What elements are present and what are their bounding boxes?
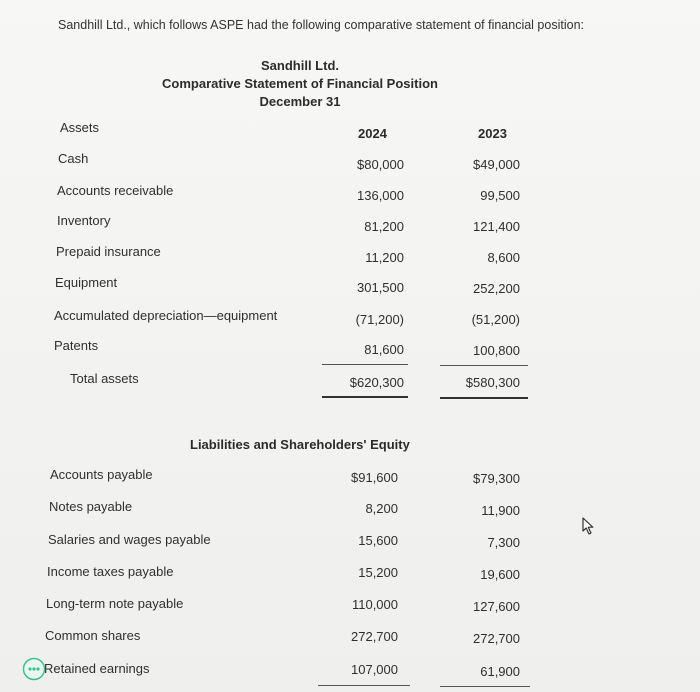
asset-row-label: Equipment xyxy=(55,275,118,290)
liability-row-2023: $79,300 xyxy=(473,471,520,486)
intro-text: Sandhill Ltd., which follows ASPE had the following comparative statement of financial position: xyxy=(58,18,584,32)
total-assets-label: Total assets xyxy=(70,371,139,386)
asset-row-2024: 301,500 xyxy=(357,280,404,295)
liability-row-2023: 61,900 xyxy=(480,664,520,679)
liability-row-2023: 272,700 xyxy=(473,631,520,646)
asset-row-2024: 81,600 xyxy=(364,342,404,357)
statement-title: Comparative Statement of Financial Position xyxy=(162,76,438,91)
asset-row-label: Accumulated depreciation—equipment xyxy=(54,308,278,323)
liability-row-2024: 272,700 xyxy=(351,629,398,644)
assets-heading: Assets xyxy=(60,120,100,135)
company-name: Sandhill Ltd. xyxy=(261,58,339,73)
liability-row-2023: 19,600 xyxy=(480,567,520,582)
liabilities-heading: Liabilities and Shareholders' Equity xyxy=(190,437,410,452)
liability-row-2023: 127,600 xyxy=(473,599,520,614)
statement-date: December 31 xyxy=(259,94,341,109)
asset-row-2023: 100,800 xyxy=(473,343,520,358)
liability-row-label: Notes payable xyxy=(49,499,133,514)
asset-row-2024: $80,000 xyxy=(357,157,404,172)
asset-row-label: Prepaid insurance xyxy=(56,244,161,259)
asset-row-2023: 8,600 xyxy=(487,250,520,265)
asset-row-label: Accounts receivable xyxy=(57,183,174,198)
liability-row-2024: $91,600 xyxy=(351,470,398,485)
liability-row-label: Retained earnings xyxy=(44,661,150,676)
liability-row-2023: 7,300 xyxy=(487,535,520,550)
liability-row-2023: 11,900 xyxy=(481,503,520,518)
liability-row-2024: 110,000 xyxy=(351,597,398,612)
total-assets-2024: $620,300 xyxy=(349,375,404,390)
column-header-2024: 2024 xyxy=(358,126,387,141)
subtotal-rule xyxy=(440,686,530,687)
liability-row-2024: 15,600 xyxy=(358,533,398,548)
asset-row-2023: 121,400 xyxy=(473,219,520,234)
subtotal-rule xyxy=(440,365,528,366)
liability-row-2024: 8,200 xyxy=(365,501,398,516)
liability-row-2024: 15,200 xyxy=(358,565,398,580)
liability-row-2024: 107,000 xyxy=(351,662,398,677)
liability-row-label: Accounts payable xyxy=(50,467,153,482)
subtotal-rule xyxy=(322,364,408,365)
subtotal-rule xyxy=(318,685,410,686)
asset-row-2024: (71,200) xyxy=(355,312,404,327)
liability-row-label: Income taxes payable xyxy=(47,564,174,579)
total-assets-2023: $580,300 xyxy=(465,375,520,390)
asset-row-2024: 81,200 xyxy=(364,219,404,234)
liability-row-label: Common shares xyxy=(45,628,141,643)
asset-row-2023: (51,200) xyxy=(471,312,520,327)
asset-row-label: Patents xyxy=(54,338,99,353)
total-rule xyxy=(322,396,408,398)
asset-row-2024: 136,000 xyxy=(357,188,404,203)
asset-row-label: Inventory xyxy=(57,213,111,228)
asset-row-2023: 99,500 xyxy=(480,188,520,203)
app-badge-icon[interactable] xyxy=(22,657,46,686)
column-header-2023: 2023 xyxy=(478,126,507,141)
asset-row-label: Cash xyxy=(58,151,89,166)
asset-row-2024: 11,200 xyxy=(365,250,404,265)
liability-row-label: Salaries and wages payable xyxy=(48,532,211,547)
liability-row-label: Long-term note payable xyxy=(46,596,184,611)
asset-row-2023: $49,000 xyxy=(473,157,520,172)
mouse-pointer-icon xyxy=(582,517,596,540)
asset-row-2023: 252,200 xyxy=(473,281,520,296)
total-rule xyxy=(440,397,528,399)
